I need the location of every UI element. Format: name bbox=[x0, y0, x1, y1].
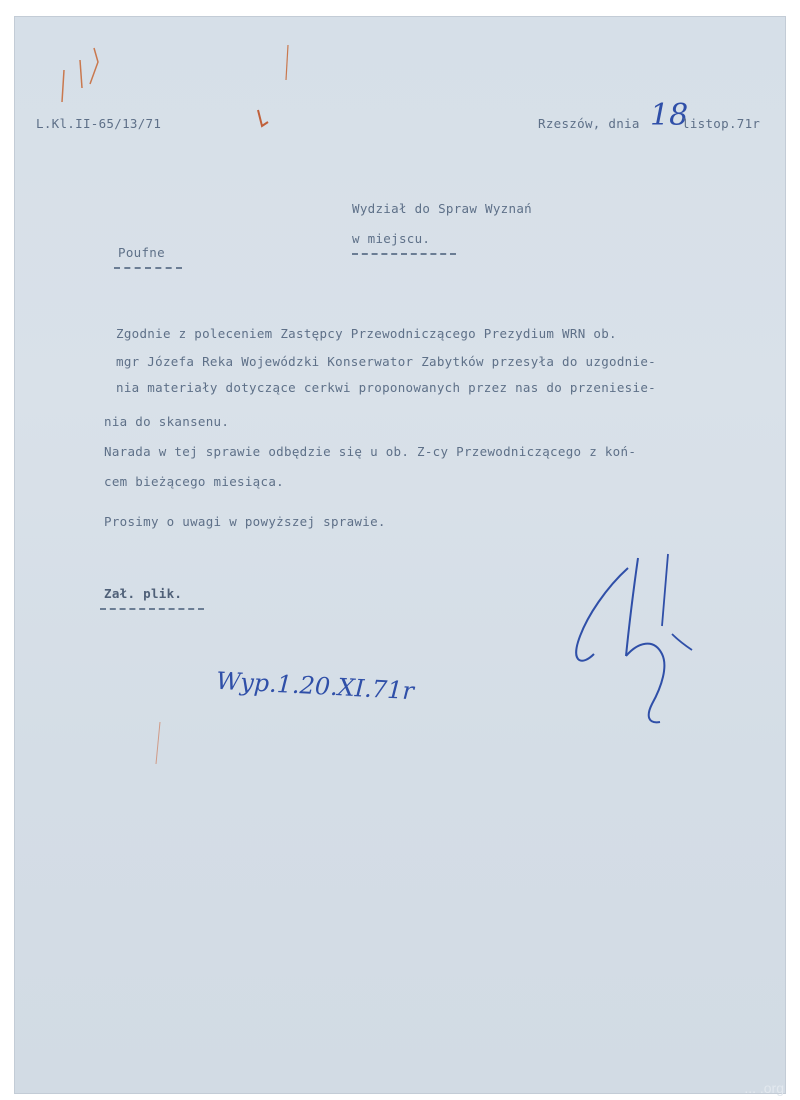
signature bbox=[568, 546, 708, 736]
handwritten-note: Wyp.1.20.XI.71r bbox=[215, 666, 415, 706]
handwritten-day: 18 bbox=[650, 98, 689, 133]
confidential-underline bbox=[114, 267, 182, 269]
body-line: Zgodnie z poleceniem Zastępcy Przewodniczącego Prezydium WRN ob. bbox=[116, 326, 617, 341]
margin-mark bbox=[150, 720, 170, 770]
body-line: cem bieżącego miesiąca. bbox=[104, 474, 284, 489]
request-line: Prosimy o uwagi w powyższej sprawie. bbox=[104, 514, 386, 529]
body-line: nia materiały dotyczące cerkwi proponowanych przez nas do przeniesie- bbox=[116, 380, 656, 395]
attachment-underline bbox=[100, 608, 204, 610]
body-line: Narada w tej sprawie odbędzie się u ob. Z-cy Przewodniczącego z koń- bbox=[104, 444, 637, 459]
attachment-label: Zał. plik. bbox=[104, 586, 183, 601]
place-date: Rzeszów, dnia bbox=[538, 116, 640, 131]
recipient-line-1: Wydział do Spraw Wyznań bbox=[352, 201, 532, 216]
reference-number: L.Kl.II-65/13/71 bbox=[36, 116, 162, 131]
recipient-line-2: w miejscu. bbox=[352, 231, 431, 246]
recipient-underline bbox=[352, 253, 456, 255]
confidential-label: Poufne bbox=[118, 245, 165, 260]
month-year: listop.71r bbox=[682, 116, 761, 131]
body-line: nia do skansenu. bbox=[104, 414, 230, 429]
body-line: mgr Józefa Reka Wojewódzki Konserwator Zabytków przesyła do uzgodnie- bbox=[116, 354, 656, 369]
watermark: ... .org bbox=[744, 1080, 784, 1096]
